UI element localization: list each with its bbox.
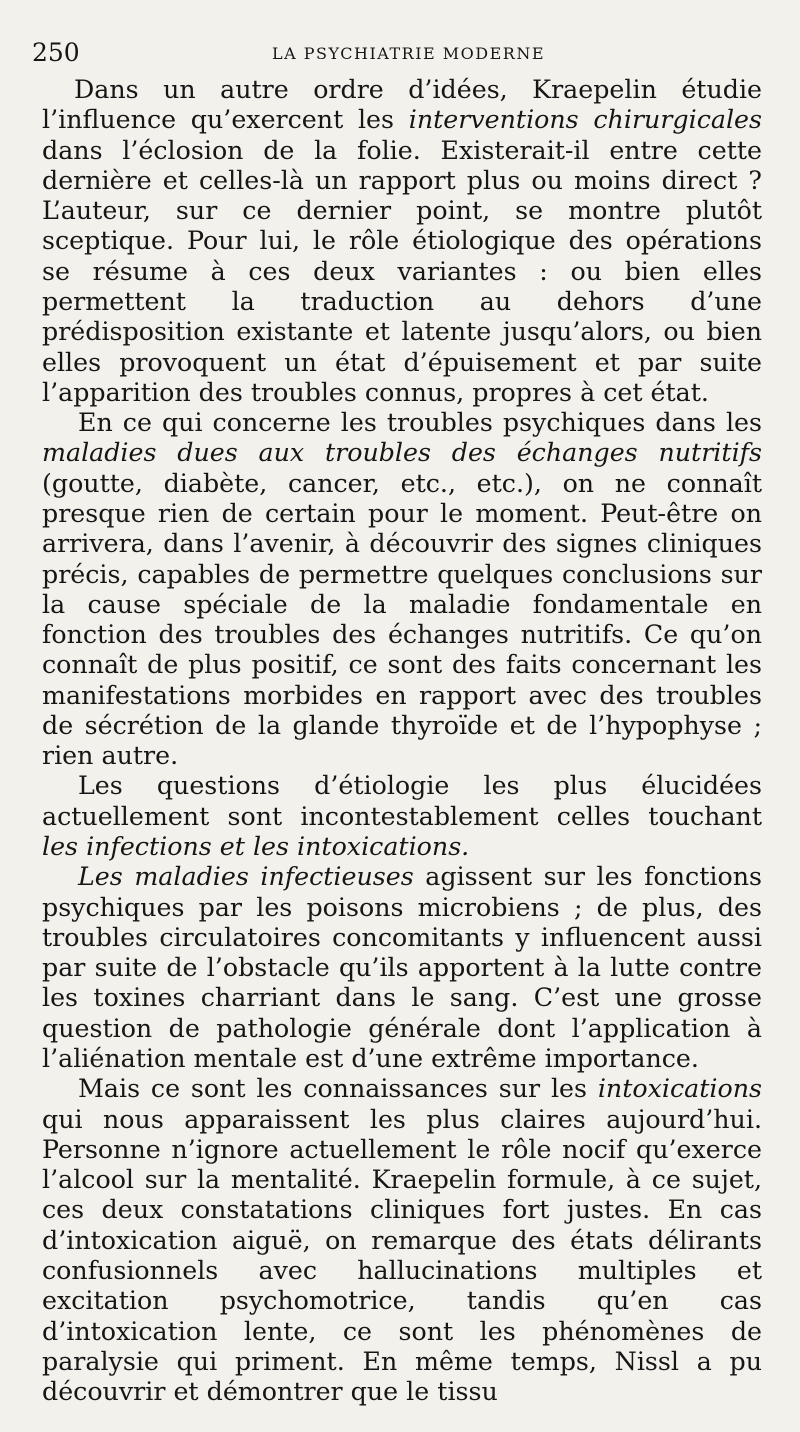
- page-header: [32, 36, 768, 70]
- text-span: agissent sur les fonctions psychiques par les poisons microbiens ; de plus, des troubles circulatoires concomitants y influencent aussi par suite de l’obstacle qu’ils apportent à la lutte contre les toxines charriant dans le sang. C’est une grosse question de pathologie générale dont l’application à l’aliénation mentale est d’une extrême importance.: [42, 862, 762, 1073]
- text-span: dans l’éclosion de la folie. Existerait-il entre cette dernière et celles-là un rapport plus ou moins direct ? L’auteur, sur ce dernier point, se montre plutôt sceptique. Pour lui, le rôle étiologique des opérations se résume à ces deux variantes : ou bien elles permettent la traduction au dehors d’une prédisposition existante et latente jusqu’alors, ou bien elles provoquent un état d’épuisement et par suite l’apparition des troubles connus, propres à cet état.: [42, 135, 762, 407]
- paragraph-3: [42, 771, 762, 862]
- paragraph-4: [42, 862, 762, 1074]
- body-text: [42, 75, 762, 1407]
- page-number: 250: [32, 38, 80, 67]
- paragraph-2: [42, 408, 762, 771]
- italic-span: Les maladies infectieuses: [78, 862, 414, 892]
- text-span: Mais ce sont les connaissances sur les: [78, 1074, 598, 1104]
- text-span: Dans un autre ordre d’idées, Kraepelin étudie l’influence qu’exercent les: [42, 75, 762, 135]
- italic-span: intoxications: [597, 1074, 762, 1104]
- text-span: Les questions d’étiologie les plus élucidées actuellement sont incontestablement celles touchant: [42, 771, 762, 831]
- italic-span: maladies dues aux troubles des échanges nutritifs: [42, 438, 762, 468]
- text-span: (goutte, diabète, cancer, etc., etc.), on ne connaît presque rien de certain pour le moment. Peut-être on arrivera, dans l’avenir, à découvrir des signes cliniques précis, capables de permettre quelques conclusions sur la cause spéciale de la maladie fondamentale en fonction des troubles des échanges nutritifs. Ce qu’on connaît de plus positif, ce sont des faits concernant les manifestations morbides en rapport avec des troubles de sécrétion de la glande thyroïde et de l’hypophyse ; rien autre.: [42, 468, 762, 771]
- italic-span: interventions chirurgicales: [408, 105, 762, 135]
- paragraph-1: [42, 75, 762, 408]
- italic-span: les infections et les intoxications.: [42, 832, 470, 862]
- paragraph-5: [42, 1074, 762, 1407]
- running-head: LA PSYCHIATRIE MODERNE: [272, 44, 546, 63]
- text-span: qui nous apparaissent les plus claires aujourd’hui. Personne n’ignore actuellement le rôle nocif qu’exerce l’alcool sur la mentalité. Kraepelin formule, à ce sujet, ces deux constatations cliniques fort justes. En cas d’intoxication aiguë, on remarque des états délirants confusionnels avec hallucinations multiples et excitation psychomotrice, tandis qu’en cas d’intoxication lente, ce sont les phénomènes de paralysie qui priment. En même temps, Nissl a pu découvrir et démontrer que le tissu: [42, 1104, 762, 1407]
- text-span: En ce qui concerne les troubles psychiques dans les: [78, 408, 762, 438]
